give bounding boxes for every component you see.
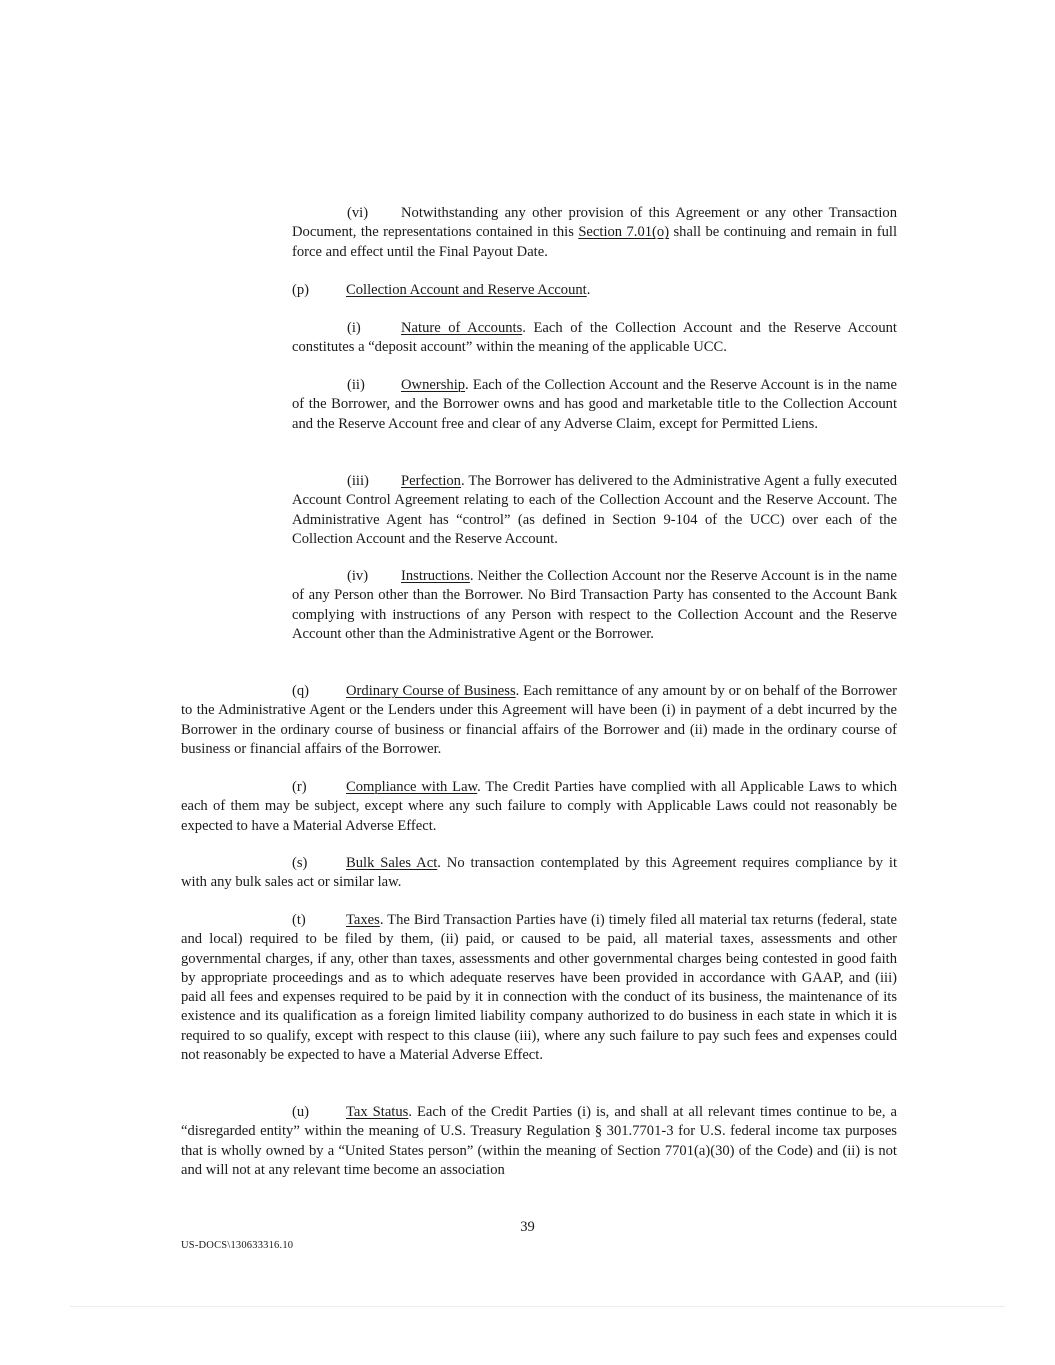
paragraph-q: (q) Ordinary Course of Business. Each remittance of any amount by or on behalf of the Borrower to the Administrative Agent or the Lenders under this Agreement will have been (i) in payment of a debt incurred by the Borrower in the ordinary course of business or financial affairs of the Borrower and (ii) made in the ordinary course of business or financial affairs of the Borrower. — [181, 683, 897, 757]
page-bottom-divider — [70, 1306, 1005, 1307]
clause-number: (r) — [292, 779, 307, 795]
paragraph-p: (p) Collection Account and Reserve Account. — [292, 281, 897, 300]
paragraph-r: (r) Compliance with Law. The Credit Parties have complied with all Applicable Laws to which each of them may be subject, except where any such failure to comply with Applicable Laws could not reasonably be expected to have a Material Adverse Effect. — [181, 779, 898, 834]
section-reference: Section 7.01(o) — [578, 224, 670, 241]
clause-heading: Instructions — [401, 568, 470, 584]
clause-heading: Bulk Sales Act — [346, 855, 438, 871]
clause-heading: Tax Status — [346, 1104, 409, 1120]
clause-number: (vi) — [347, 205, 369, 221]
paragraph-u: (u) Tax Status. Each of the Credit Parties (i) is, and shall at all relevant times continue to be, a “disregarded entity” within the meaning of U.S. Treasury Regulation § 301.7701-3 for U.S. federal income tax purposes that is wholly owned by a “United States person” (within the meaning of Section 7701(a)(30) of the Code) and (ii) is not and will not at any relevant time become an association — [181, 1104, 897, 1178]
clause-heading: Taxes — [346, 912, 380, 928]
paragraph-p-i: (i) Nature of Accounts. Each of the Collection Account and the Reserve Account constitutes a “deposit account” within the meaning of the applicable UCC. — [292, 320, 897, 356]
clause-number: (p) — [292, 282, 310, 298]
clause-heading: Perfection — [401, 473, 461, 489]
paragraph-s: (s) Bulk Sales Act. No transaction contemplated by this Agreement requires compliance by it with any bulk sales act or similar law. — [181, 855, 898, 891]
clause-heading: Ownership — [401, 377, 466, 393]
clause-heading: Collection Account and Reserve Account — [346, 282, 587, 298]
paragraph-p-ii: (ii) Ownership. Each of the Collection Account and the Reserve Account is in the name of the Borrower, and the Borrower owns and has good and marketable title to the Collection Account and the Reserve Account free and clear of any Adverse Claim, except for Permitted Liens. — [292, 377, 897, 432]
clause-heading: Nature of Accounts — [401, 320, 523, 336]
clause-number: (s) — [292, 855, 308, 871]
clause-heading: Compliance with Law — [346, 779, 478, 795]
document-id: US-DOCS\130633316.10 — [181, 1240, 294, 1251]
paragraph-t: (t) Taxes. The Bird Transaction Parties have (i) timely filed all material tax returns (federal, state and local) required to be filed by them, (ii) paid, or caused to be paid, all material taxes, assessments and other governmental charges, if any, other than taxes, assessments and other governmental charges being contested in good faith by appropriate proceedings and as to which adequate reserves have been provided in accordance with GAAP, and (iii) paid all fees and expenses required to be paid by it in connection with the conduct of its business, the maintenance of its existence and its qualification as a foreign limited liability company authorized to do business in each state in which it is required to so qualify, except with respect to this clause (iii), where any such failure to pay such fees and expenses could not reasonably be expected to have a Material Adverse Effect. — [181, 912, 897, 1064]
clause-number: (i) — [347, 320, 361, 336]
clause-number: (q) — [292, 683, 310, 699]
clause-number: (iv) — [347, 568, 369, 584]
page-number: 39 — [520, 1219, 535, 1235]
clause-number: (t) — [292, 912, 306, 928]
paragraph-o-vi — [292, 204, 897, 262]
paragraph-p-iii: (iii) Perfection. The Borrower has delivered to the Administrative Agent a fully executed Account Control Agreement relating to each of the Collection Account and the Reserve Account. The Administrative Agent has “control” (as defined in Section 9-104 of the UCC) over each of the Collection Account and the Reserve Account. — [292, 473, 897, 547]
paragraph-text: Notwithstanding any other provision of this Agreement or any other Transaction Document, the representations contained in this Section 7.01(o) shall be continuing and remain in full force and effect until the Final Payout Date. — [292, 205, 897, 260]
clause-number: (iii) — [347, 473, 369, 489]
paragraph-p-iv: (iv) Instructions. Neither the Collection Account nor the Reserve Account is in the name of any Person other than the Borrower. No Bird Transaction Party has consented to the Account Bank complying with instructions of any Person with respect to the Collection Account and the Reserve Account other than the Administrative Agent or the Borrower. — [292, 568, 897, 642]
clause-number: (u) — [292, 1104, 310, 1120]
clause-number: (ii) — [347, 377, 365, 393]
clause-heading: Ordinary Course of Business — [346, 683, 516, 699]
